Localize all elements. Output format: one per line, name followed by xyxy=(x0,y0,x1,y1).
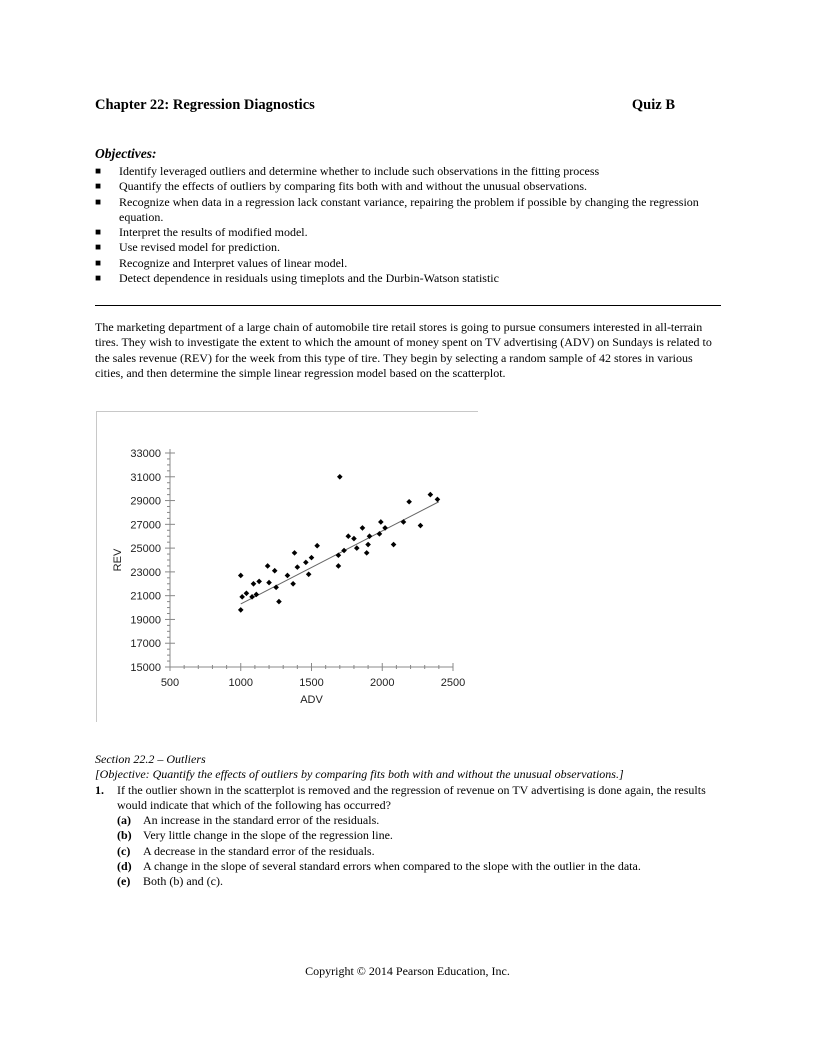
choice-letter: (b) xyxy=(117,828,132,843)
data-point xyxy=(251,581,257,587)
y-axis-label: REV xyxy=(112,548,124,572)
data-point xyxy=(309,555,315,561)
fit-line xyxy=(241,502,439,604)
data-point xyxy=(336,563,342,569)
data-point xyxy=(345,533,351,539)
question-stem xyxy=(95,783,720,814)
data-point xyxy=(276,599,282,605)
data-point xyxy=(341,548,347,554)
answer-choice xyxy=(117,844,720,859)
data-point xyxy=(306,571,312,577)
choice-text: Very little change in the slope of the regression line. xyxy=(143,828,393,843)
objective-item: ■ Use revised model for prediction. xyxy=(95,240,280,255)
question-objective: [Objective: Quantify the effects of outliers by comparing fits both with and without the unusual observations.] xyxy=(95,767,624,782)
data-point xyxy=(336,552,342,558)
data-point xyxy=(295,564,301,570)
bullet-icon: ■ xyxy=(95,273,102,285)
data-point xyxy=(364,550,370,556)
data-point xyxy=(382,525,388,531)
x-tick-label: 2000 xyxy=(370,677,395,689)
data-point xyxy=(292,550,298,556)
data-point xyxy=(354,545,360,551)
y-tick-label: 19000 xyxy=(130,614,161,627)
y-tick-label: 25000 xyxy=(130,543,161,556)
data-point xyxy=(401,519,407,525)
choice-text: An increase in the standard error of the residuals. xyxy=(143,813,380,828)
objective-item: ■ Identify leveraged outliers and determine whether to include such observations in the fitting process xyxy=(95,164,600,178)
data-point xyxy=(290,581,296,587)
choice-text: A decrease in the standard error of the residuals. xyxy=(143,843,375,858)
question-block xyxy=(95,752,720,890)
data-point xyxy=(273,585,279,591)
choice-letter: (c) xyxy=(117,843,131,858)
data-point xyxy=(266,580,272,586)
objective-item: ■ Recognize and Interpret values of linear model. xyxy=(95,255,348,270)
data-point xyxy=(303,560,309,566)
regression-line xyxy=(241,502,439,604)
data-point xyxy=(435,497,441,503)
data-point xyxy=(238,607,244,613)
data-point xyxy=(238,573,244,579)
data-point xyxy=(406,499,412,505)
x-tick-label: 500 xyxy=(160,677,180,689)
y-tick-label: 17000 xyxy=(130,638,161,651)
choice-letter: (a) xyxy=(117,813,131,828)
choice-letter: (d) xyxy=(117,859,132,874)
section-label: Section 22.2 – Outliers xyxy=(95,752,206,766)
chapter-title: Chapter 22: Regression Diagnostics xyxy=(95,97,315,113)
bullet-icon: ■ xyxy=(95,166,102,177)
data-point xyxy=(265,563,271,569)
bullet-icon: ■ xyxy=(95,257,102,269)
answer-choice xyxy=(117,859,720,874)
data-point xyxy=(418,523,424,529)
data-point xyxy=(391,542,397,548)
y-tick-label: 31000 xyxy=(130,471,161,484)
data-point xyxy=(272,568,278,574)
data-point xyxy=(314,543,320,549)
page-header xyxy=(95,97,675,117)
objectives-list xyxy=(95,164,720,286)
data-point xyxy=(351,536,357,542)
objective-item: ■ Detect dependence in residuals using timeplots and the Durbin-Watson statistic xyxy=(95,271,499,286)
x-tick-label: 1500 xyxy=(299,677,324,689)
bullet-icon: ■ xyxy=(95,196,102,208)
scatterplot-svg xyxy=(97,412,478,722)
objective-item: ■ Quantify the effects of outliers by comparing fits both with and without the unusual observations. xyxy=(95,179,588,194)
objective-item: ■ Recognize when data in a regression lack constant variance, repairing the problem if possible by changing the regression equation. xyxy=(95,194,699,224)
choice-text: Both (b) and (c). xyxy=(143,874,223,889)
bullet-icon: ■ xyxy=(95,242,102,254)
scatterplot xyxy=(96,411,478,722)
quiz-label: Quiz B xyxy=(631,97,675,113)
objective-item: ■ Interpret the results of modified model. xyxy=(95,225,308,240)
bullet-icon: ■ xyxy=(95,181,102,193)
objectives-section xyxy=(95,146,720,286)
data-point xyxy=(337,474,343,480)
data-point xyxy=(285,573,291,579)
data-point xyxy=(365,542,371,548)
answer-choices xyxy=(95,813,720,889)
section-divider xyxy=(95,305,721,306)
choice-text: A change in the slope of several standard errors when compared to the slope with the outlier in the data. xyxy=(143,859,641,874)
data-point xyxy=(428,492,434,498)
y-tick-label: 15000 xyxy=(130,662,161,674)
copyright-footer: Copyright © 2014 Pearson Education, Inc. xyxy=(305,964,510,978)
intro-paragraph: The marketing department of a large chain of automobile tire retail stores is going to pursue consumers interested in all-terrain tires. They wish to investigate the extent to which the amount of money spent on TV advertising (ADV) on Sundays is related to the sales revenue (REV) for the week from this type of tire. They begin by selecting a random sample of 42 stores in various cities, and then determine the simple linear regression model based on the scatterplot. xyxy=(95,320,712,381)
bullet-icon: ■ xyxy=(95,227,102,239)
choice-letter: (e) xyxy=(117,874,131,889)
y-tick-label: 23000 xyxy=(130,566,161,579)
answer-choice xyxy=(117,874,720,889)
answer-choice xyxy=(117,828,720,843)
x-tick-label: 1000 xyxy=(228,677,253,689)
answer-choice xyxy=(117,813,720,828)
data-point xyxy=(244,590,250,596)
data-point xyxy=(256,579,262,585)
y-tick-label: 27000 xyxy=(130,519,161,532)
objectives-heading: Objectives: xyxy=(95,146,157,161)
data-point xyxy=(378,519,384,525)
data-point xyxy=(360,525,366,531)
data-points xyxy=(238,474,440,613)
question-text: If the outlier shown in the scatterplot is removed and the regression of revenue on TV advertising is done again, the results would indicate that which of the following has occurred? xyxy=(117,782,706,812)
x-axis-label: ADV xyxy=(300,694,323,706)
x-tick-label: 2500 xyxy=(440,677,466,689)
y-tick-label: 21000 xyxy=(130,590,161,603)
y-tick-label: 29000 xyxy=(130,495,161,508)
data-point xyxy=(239,594,245,600)
y-tick-label: 33000 xyxy=(130,448,161,460)
question-number: 1. xyxy=(95,782,104,797)
